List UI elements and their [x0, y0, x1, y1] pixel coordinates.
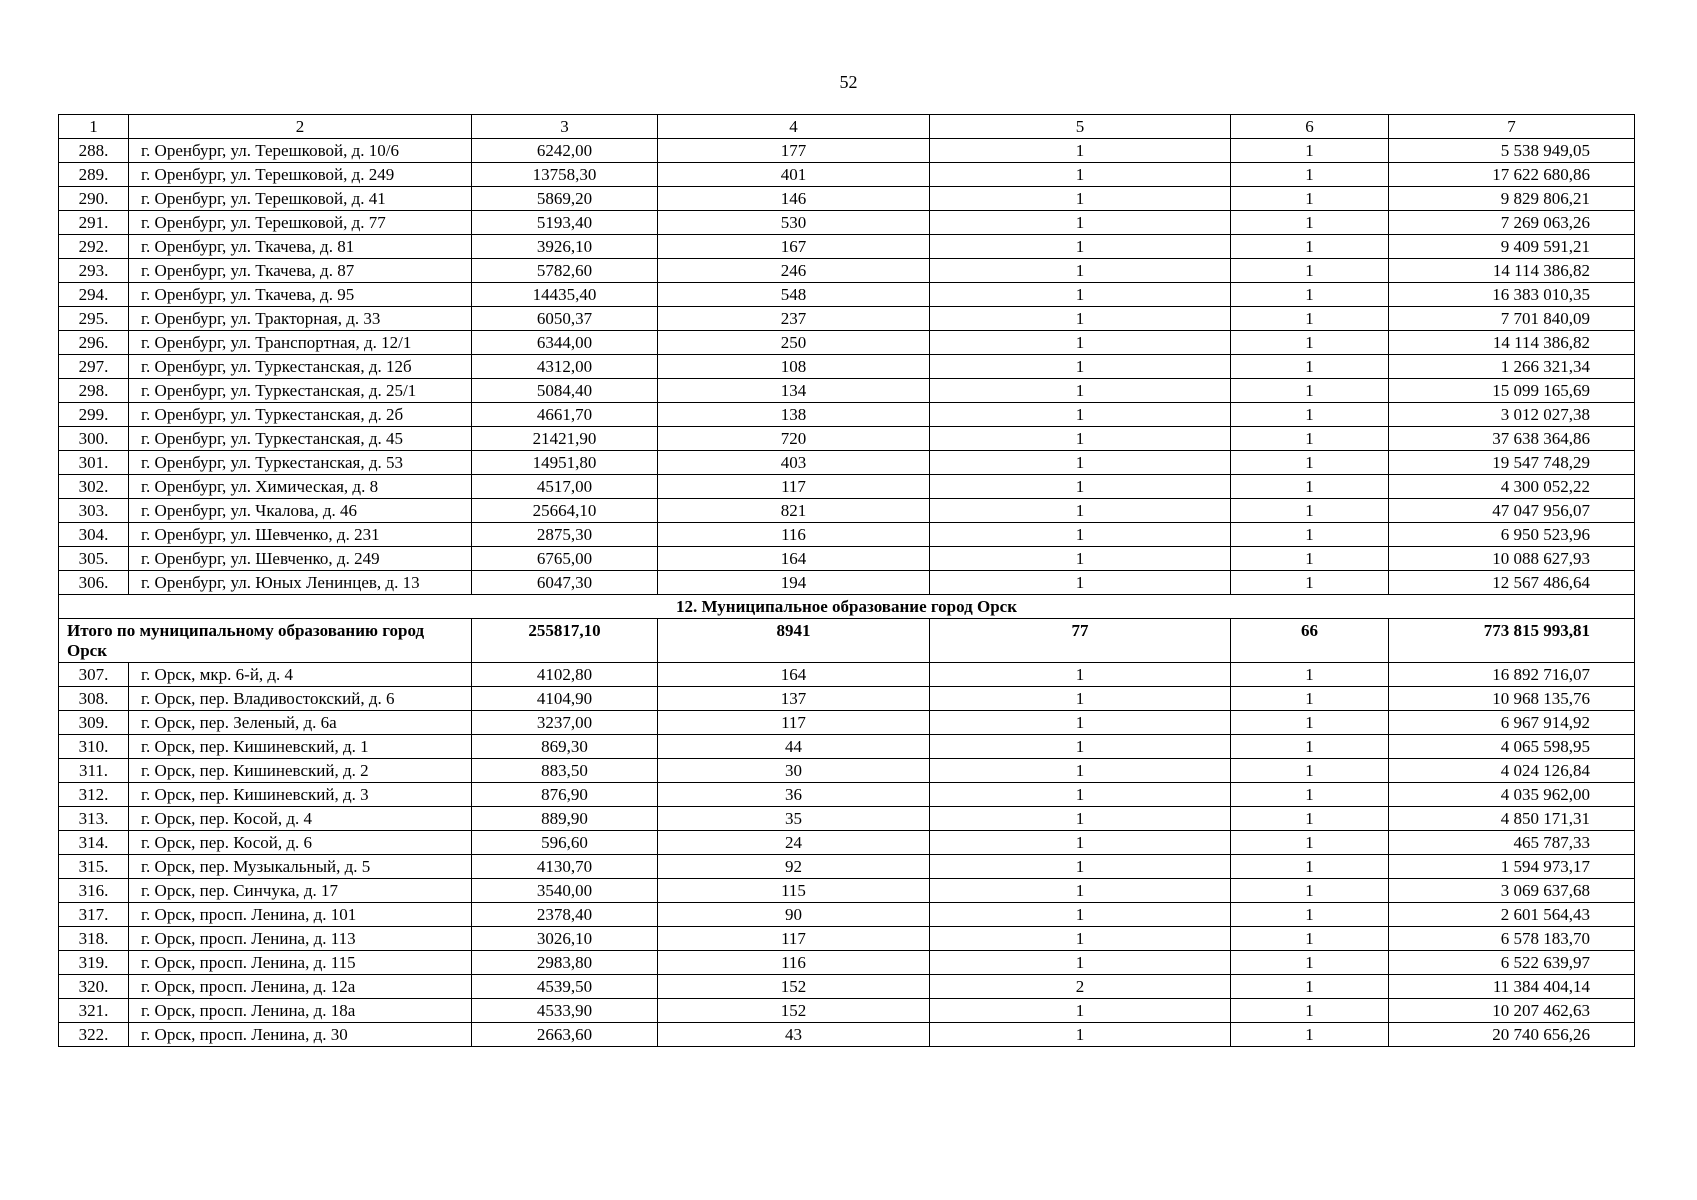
area-cell: 869,30	[472, 735, 658, 759]
table-row	[59, 759, 1635, 783]
address-cell: г. Орск, пер. Кишиневский, д. 2	[129, 759, 472, 783]
cost-cell: 10 088 627,93	[1389, 547, 1635, 571]
col6-value-cell: 1	[1231, 163, 1389, 187]
header-cell: 3	[472, 115, 658, 139]
row-number-cell: 301.	[59, 451, 129, 475]
header-cell: 7	[1389, 115, 1635, 139]
table-row	[59, 523, 1635, 547]
row-number-cell: 303.	[59, 499, 129, 523]
col6-value-cell: 1	[1231, 855, 1389, 879]
col6-value-cell: 1	[1231, 307, 1389, 331]
col6-value-cell: 1	[1231, 999, 1389, 1023]
col6-value-cell: 1	[1231, 379, 1389, 403]
cost-cell: 37 638 364,86	[1389, 427, 1635, 451]
residents-cell: 403	[658, 451, 930, 475]
residents-cell: 401	[658, 163, 930, 187]
cost-cell: 3 069 637,68	[1389, 879, 1635, 903]
table-row	[59, 735, 1635, 759]
area-cell: 596,60	[472, 831, 658, 855]
table-row	[59, 687, 1635, 711]
residents-cell: 43	[658, 1023, 930, 1047]
address-cell: г. Орск, просп. Ленина, д. 101	[129, 903, 472, 927]
area-cell: 2378,40	[472, 903, 658, 927]
row-number-cell: 311.	[59, 759, 129, 783]
residents-cell: 117	[658, 711, 930, 735]
address-cell: г. Оренбург, ул. Туркестанская, д. 25/1	[129, 379, 472, 403]
cost-cell: 12 567 486,64	[1389, 571, 1635, 595]
address-cell: г. Оренбург, ул. Туркестанская, д. 12б	[129, 355, 472, 379]
cost-cell: 4 065 598,95	[1389, 735, 1635, 759]
address-cell: г. Оренбург, ул. Ткачева, д. 81	[129, 235, 472, 259]
col6-value-cell: 1	[1231, 783, 1389, 807]
cost-cell: 14 114 386,82	[1389, 331, 1635, 355]
cost-cell: 6 522 639,97	[1389, 951, 1635, 975]
cost-cell: 4 035 962,00	[1389, 783, 1635, 807]
total-area: 255817,10	[472, 619, 658, 663]
residents-cell: 108	[658, 355, 930, 379]
cost-cell: 6 578 183,70	[1389, 927, 1635, 951]
col5-value-cell: 1	[930, 451, 1231, 475]
col5-value-cell: 1	[930, 759, 1231, 783]
total-col6: 66	[1231, 619, 1389, 663]
row-number-cell: 293.	[59, 259, 129, 283]
row-number-cell: 307.	[59, 663, 129, 687]
header-cell: 5	[930, 115, 1231, 139]
address-cell: г. Оренбург, ул. Терешковой, д. 249	[129, 163, 472, 187]
section-row	[59, 595, 1635, 619]
row-number-cell: 292.	[59, 235, 129, 259]
total-cost: 773 815 993,81	[1389, 619, 1635, 663]
residents-cell: 177	[658, 139, 930, 163]
table-row	[59, 711, 1635, 735]
table-row	[59, 663, 1635, 687]
address-cell: г. Орск, просп. Ленина, д. 18а	[129, 999, 472, 1023]
col5-value-cell: 1	[930, 547, 1231, 571]
residents-cell: 146	[658, 187, 930, 211]
cost-cell: 10 207 462,63	[1389, 999, 1635, 1023]
col6-value-cell: 1	[1231, 139, 1389, 163]
col6-value-cell: 1	[1231, 211, 1389, 235]
col6-value-cell: 1	[1231, 951, 1389, 975]
area-cell: 2983,80	[472, 951, 658, 975]
table-row	[59, 1023, 1635, 1047]
row-number-cell: 312.	[59, 783, 129, 807]
header-row	[59, 115, 1635, 139]
col6-value-cell: 1	[1231, 571, 1389, 595]
cost-cell: 10 968 135,76	[1389, 687, 1635, 711]
header-cell: 1	[59, 115, 129, 139]
cost-cell: 15 099 165,69	[1389, 379, 1635, 403]
row-number-cell: 289.	[59, 163, 129, 187]
area-cell: 6765,00	[472, 547, 658, 571]
table-row	[59, 975, 1635, 999]
address-cell: г. Орск, мкр. 6-й, д. 4	[129, 663, 472, 687]
col6-value-cell: 1	[1231, 259, 1389, 283]
col5-value-cell: 1	[930, 403, 1231, 427]
col5-value-cell: 1	[930, 879, 1231, 903]
residents-cell: 115	[658, 879, 930, 903]
row-number-cell: 313.	[59, 807, 129, 831]
col5-value-cell: 1	[930, 427, 1231, 451]
cost-cell: 4 850 171,31	[1389, 807, 1635, 831]
address-cell: г. Орск, просп. Ленина, д. 30	[129, 1023, 472, 1047]
col5-value-cell: 1	[930, 331, 1231, 355]
row-number-cell: 306.	[59, 571, 129, 595]
area-cell: 6344,00	[472, 331, 658, 355]
col5-value-cell: 1	[930, 163, 1231, 187]
col6-value-cell: 1	[1231, 187, 1389, 211]
table-row	[59, 855, 1635, 879]
row-number-cell: 320.	[59, 975, 129, 999]
residents-cell: 720	[658, 427, 930, 451]
row-number-cell: 315.	[59, 855, 129, 879]
cost-cell: 20 740 656,26	[1389, 1023, 1635, 1047]
col5-value-cell: 1	[930, 211, 1231, 235]
col6-value-cell: 1	[1231, 759, 1389, 783]
cost-cell: 4 300 052,22	[1389, 475, 1635, 499]
address-cell: г. Орск, пер. Владивостокский, д. 6	[129, 687, 472, 711]
col5-value-cell: 1	[930, 307, 1231, 331]
residents-cell: 117	[658, 475, 930, 499]
cost-cell: 1 266 321,34	[1389, 355, 1635, 379]
address-cell: г. Оренбург, ул. Ткачева, д. 87	[129, 259, 472, 283]
area-cell: 25664,10	[472, 499, 658, 523]
table-row	[59, 163, 1635, 187]
residents-cell: 44	[658, 735, 930, 759]
cost-cell: 9 829 806,21	[1389, 187, 1635, 211]
area-cell: 3237,00	[472, 711, 658, 735]
cost-cell: 1 594 973,17	[1389, 855, 1635, 879]
col6-value-cell: 1	[1231, 711, 1389, 735]
table-row	[59, 903, 1635, 927]
residents-cell: 194	[658, 571, 930, 595]
col5-value-cell: 1	[930, 855, 1231, 879]
total-residents: 8941	[658, 619, 930, 663]
area-cell: 14435,40	[472, 283, 658, 307]
table-row	[59, 783, 1635, 807]
table-row	[59, 571, 1635, 595]
residents-cell: 164	[658, 547, 930, 571]
address-cell: г. Оренбург, ул. Терешковой, д. 41	[129, 187, 472, 211]
cost-cell: 16 892 716,07	[1389, 663, 1635, 687]
residents-cell: 92	[658, 855, 930, 879]
page-number: 52	[839, 72, 858, 92]
table-row	[59, 307, 1635, 331]
table-row	[59, 355, 1635, 379]
cost-cell: 19 547 748,29	[1389, 451, 1635, 475]
cost-cell: 9 409 591,21	[1389, 235, 1635, 259]
residents-cell: 152	[658, 999, 930, 1023]
table-row	[59, 831, 1635, 855]
row-number-cell: 299.	[59, 403, 129, 427]
cost-cell: 16 383 010,35	[1389, 283, 1635, 307]
address-cell: г. Оренбург, ул. Чкалова, д. 46	[129, 499, 472, 523]
area-cell: 6047,30	[472, 571, 658, 595]
header-cell: 2	[129, 115, 472, 139]
col6-value-cell: 1	[1231, 663, 1389, 687]
table-row	[59, 403, 1635, 427]
area-cell: 4533,90	[472, 999, 658, 1023]
col6-value-cell: 1	[1231, 975, 1389, 999]
col6-value-cell: 1	[1231, 355, 1389, 379]
table-row	[59, 499, 1635, 523]
col5-value-cell: 1	[930, 711, 1231, 735]
residents-cell: 116	[658, 951, 930, 975]
total-label: Итого по муниципальному образованию город Орск	[59, 619, 472, 663]
table-row	[59, 951, 1635, 975]
area-cell: 4517,00	[472, 475, 658, 499]
area-cell: 2663,60	[472, 1023, 658, 1047]
residents-cell: 530	[658, 211, 930, 235]
col5-value-cell: 1	[930, 951, 1231, 975]
address-cell: г. Орск, просп. Ленина, д. 113	[129, 927, 472, 951]
address-cell: г. Оренбург, ул. Терешковой, д. 10/6	[129, 139, 472, 163]
area-cell: 3926,10	[472, 235, 658, 259]
cost-cell: 17 622 680,86	[1389, 163, 1635, 187]
address-cell: г. Оренбург, ул. Туркестанская, д. 45	[129, 427, 472, 451]
col5-value-cell: 1	[930, 831, 1231, 855]
area-cell: 4312,00	[472, 355, 658, 379]
col5-value-cell: 1	[930, 999, 1231, 1023]
area-cell: 6242,00	[472, 139, 658, 163]
cost-cell: 6 967 914,92	[1389, 711, 1635, 735]
col6-value-cell: 1	[1231, 451, 1389, 475]
area-cell: 4102,80	[472, 663, 658, 687]
area-cell: 4130,70	[472, 855, 658, 879]
address-cell: г. Орск, просп. Ленина, д. 115	[129, 951, 472, 975]
table-row	[59, 427, 1635, 451]
col5-value-cell: 1	[930, 687, 1231, 711]
area-cell: 4104,90	[472, 687, 658, 711]
address-cell: г. Оренбург, ул. Туркестанская, д. 2б	[129, 403, 472, 427]
cost-cell: 5 538 949,05	[1389, 139, 1635, 163]
address-cell: г. Орск, пер. Зеленый, д. 6а	[129, 711, 472, 735]
row-number-cell: 310.	[59, 735, 129, 759]
address-cell: г. Орск, пер. Синчука, д. 17	[129, 879, 472, 903]
row-number-cell: 316.	[59, 879, 129, 903]
row-number-cell: 295.	[59, 307, 129, 331]
area-cell: 889,90	[472, 807, 658, 831]
residents-cell: 548	[658, 283, 930, 307]
address-cell: г. Оренбург, ул. Шевченко, д. 231	[129, 523, 472, 547]
cost-cell: 7 701 840,09	[1389, 307, 1635, 331]
col6-value-cell: 1	[1231, 927, 1389, 951]
area-cell: 6050,37	[472, 307, 658, 331]
row-number-cell: 314.	[59, 831, 129, 855]
total-col5: 77	[930, 619, 1231, 663]
row-number-cell: 317.	[59, 903, 129, 927]
cost-cell: 465 787,33	[1389, 831, 1635, 855]
row-number-cell: 297.	[59, 355, 129, 379]
table-row	[59, 547, 1635, 571]
col6-value-cell: 1	[1231, 283, 1389, 307]
col6-value-cell: 1	[1231, 403, 1389, 427]
address-cell: г. Орск, просп. Ленина, д. 12а	[129, 975, 472, 999]
table-row	[59, 211, 1635, 235]
address-cell: г. Орск, пер. Косой, д. 6	[129, 831, 472, 855]
row-number-cell: 304.	[59, 523, 129, 547]
section-title: 12. Муниципальное образование город Орск	[59, 595, 1635, 619]
col6-value-cell: 1	[1231, 1023, 1389, 1047]
residents-cell: 35	[658, 807, 930, 831]
row-number-cell: 321.	[59, 999, 129, 1023]
header-cell: 4	[658, 115, 930, 139]
total-row	[59, 619, 1635, 663]
residents-cell: 30	[658, 759, 930, 783]
address-cell: г. Оренбург, ул. Туркестанская, д. 53	[129, 451, 472, 475]
residents-cell: 137	[658, 687, 930, 711]
address-cell: г. Орск, пер. Музыкальный, д. 5	[129, 855, 472, 879]
area-cell: 13758,30	[472, 163, 658, 187]
residents-cell: 90	[658, 903, 930, 927]
address-cell: г. Оренбург, ул. Транспортная, д. 12/1	[129, 331, 472, 355]
residents-cell: 117	[658, 927, 930, 951]
row-number-cell: 305.	[59, 547, 129, 571]
residents-cell: 167	[658, 235, 930, 259]
row-number-cell: 290.	[59, 187, 129, 211]
table-row	[59, 927, 1635, 951]
area-cell: 4539,50	[472, 975, 658, 999]
cost-cell: 4 024 126,84	[1389, 759, 1635, 783]
residents-cell: 237	[658, 307, 930, 331]
residents-cell: 164	[658, 663, 930, 687]
cost-cell: 7 269 063,26	[1389, 211, 1635, 235]
col6-value-cell: 1	[1231, 331, 1389, 355]
table-row	[59, 451, 1635, 475]
address-cell: г. Орск, пер. Кишиневский, д. 1	[129, 735, 472, 759]
table-row	[59, 283, 1635, 307]
area-cell: 5782,60	[472, 259, 658, 283]
col5-value-cell: 1	[930, 1023, 1231, 1047]
col5-value-cell: 1	[930, 663, 1231, 687]
col5-value-cell: 1	[930, 807, 1231, 831]
residents-cell: 24	[658, 831, 930, 855]
address-cell: г. Орск, пер. Косой, д. 4	[129, 807, 472, 831]
col6-value-cell: 1	[1231, 499, 1389, 523]
col6-value-cell: 1	[1231, 903, 1389, 927]
row-number-cell: 294.	[59, 283, 129, 307]
table-row	[59, 379, 1635, 403]
col6-value-cell: 1	[1231, 735, 1389, 759]
col6-value-cell: 1	[1231, 427, 1389, 451]
address-cell: г. Оренбург, ул. Шевченко, д. 249	[129, 547, 472, 571]
col5-value-cell: 1	[930, 259, 1231, 283]
col5-value-cell: 1	[930, 139, 1231, 163]
col6-value-cell: 1	[1231, 807, 1389, 831]
cost-cell: 6 950 523,96	[1389, 523, 1635, 547]
address-cell: г. Оренбург, ул. Терешковой, д. 77	[129, 211, 472, 235]
housing-table	[58, 114, 1635, 1047]
row-number-cell: 322.	[59, 1023, 129, 1047]
header-cell: 6	[1231, 115, 1389, 139]
col5-value-cell: 1	[930, 283, 1231, 307]
residents-cell: 134	[658, 379, 930, 403]
area-cell: 3540,00	[472, 879, 658, 903]
col6-value-cell: 1	[1231, 235, 1389, 259]
table-row	[59, 879, 1635, 903]
area-cell: 2875,30	[472, 523, 658, 547]
col5-value-cell: 1	[930, 475, 1231, 499]
col6-value-cell: 1	[1231, 687, 1389, 711]
cost-cell: 11 384 404,14	[1389, 975, 1635, 999]
residents-cell: 152	[658, 975, 930, 999]
table-row	[59, 259, 1635, 283]
row-number-cell: 319.	[59, 951, 129, 975]
col5-value-cell: 1	[930, 235, 1231, 259]
col6-value-cell: 1	[1231, 831, 1389, 855]
col5-value-cell: 1	[930, 903, 1231, 927]
col5-value-cell: 1	[930, 927, 1231, 951]
address-cell: г. Оренбург, ул. Ткачева, д. 95	[129, 283, 472, 307]
cost-cell: 14 114 386,82	[1389, 259, 1635, 283]
residents-cell: 36	[658, 783, 930, 807]
col5-value-cell: 1	[930, 355, 1231, 379]
row-number-cell: 309.	[59, 711, 129, 735]
row-number-cell: 288.	[59, 139, 129, 163]
col6-value-cell: 1	[1231, 547, 1389, 571]
row-number-cell: 308.	[59, 687, 129, 711]
table-row	[59, 187, 1635, 211]
row-number-cell: 291.	[59, 211, 129, 235]
address-cell: г. Оренбург, ул. Юных Ленинцев, д. 13	[129, 571, 472, 595]
address-cell: г. Оренбург, ул. Тракторная, д. 33	[129, 307, 472, 331]
table-row	[59, 999, 1635, 1023]
area-cell: 5869,20	[472, 187, 658, 211]
row-number-cell: 298.	[59, 379, 129, 403]
row-number-cell: 296.	[59, 331, 129, 355]
area-cell: 21421,90	[472, 427, 658, 451]
residents-cell: 116	[658, 523, 930, 547]
col5-value-cell: 1	[930, 735, 1231, 759]
col6-value-cell: 1	[1231, 523, 1389, 547]
row-number-cell: 302.	[59, 475, 129, 499]
col5-value-cell: 1	[930, 187, 1231, 211]
row-number-cell: 300.	[59, 427, 129, 451]
col5-value-cell: 2	[930, 975, 1231, 999]
address-cell: г. Орск, пер. Кишиневский, д. 3	[129, 783, 472, 807]
col5-value-cell: 1	[930, 379, 1231, 403]
table-row	[59, 139, 1635, 163]
cost-cell: 47 047 956,07	[1389, 499, 1635, 523]
table-row	[59, 475, 1635, 499]
residents-cell: 250	[658, 331, 930, 355]
row-number-cell: 318.	[59, 927, 129, 951]
cost-cell: 3 012 027,38	[1389, 403, 1635, 427]
area-cell: 883,50	[472, 759, 658, 783]
col5-value-cell: 1	[930, 499, 1231, 523]
residents-cell: 821	[658, 499, 930, 523]
address-cell: г. Оренбург, ул. Химическая, д. 8	[129, 475, 472, 499]
area-cell: 876,90	[472, 783, 658, 807]
col5-value-cell: 1	[930, 783, 1231, 807]
col6-value-cell: 1	[1231, 879, 1389, 903]
table-row	[59, 331, 1635, 355]
table-row	[59, 235, 1635, 259]
cost-cell: 2 601 564,43	[1389, 903, 1635, 927]
area-cell: 5084,40	[472, 379, 658, 403]
table-row	[59, 807, 1635, 831]
area-cell: 14951,80	[472, 451, 658, 475]
residents-cell: 246	[658, 259, 930, 283]
area-cell: 4661,70	[472, 403, 658, 427]
area-cell: 3026,10	[472, 927, 658, 951]
residents-cell: 138	[658, 403, 930, 427]
area-cell: 5193,40	[472, 211, 658, 235]
col5-value-cell: 1	[930, 523, 1231, 547]
col5-value-cell: 1	[930, 571, 1231, 595]
col6-value-cell: 1	[1231, 475, 1389, 499]
